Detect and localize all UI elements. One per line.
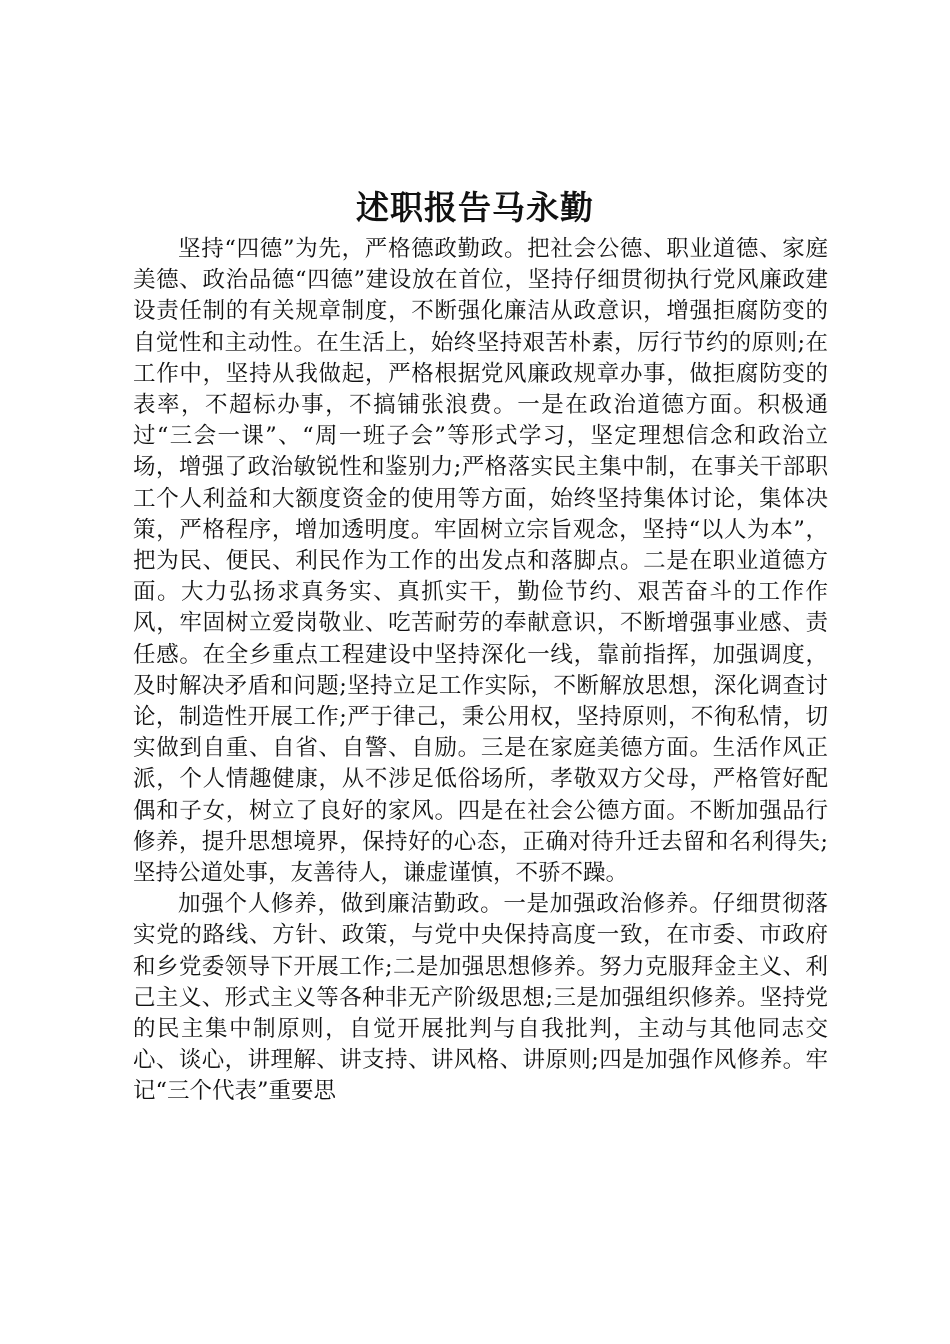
- document-title: 述职报告马永勤: [356, 188, 594, 227]
- document-body: [133, 234, 828, 1108]
- paragraph: 加强个人修养，做到廉洁勤政。一是加强政治修养。仔细贯彻落实党的路线、方针、政策，与党中央保持高度一致，在市委、市政府和乡党委领导下开展工作;二是加强思想修养。努力克服拜金主义、利己主义、形式主义等各种非无产阶级思想;三是加强组织修养。坚持党的民主集中制原则，自觉开展批判与自我批判，主动与其他同志交心、谈心，讲理解、讲支持、讲风格、讲原则;四是加强作风修养。牢记“三个代表”重要思: [133, 891, 828, 1105]
- paragraph: 坚持“四德”为先，严格德政勤政。把社会公德、职业道德、家庭美德、政治品德“四德”建设放在首位，坚持仔细贯彻执行党风廉政建设责任制的有关规章制度，不断强化廉洁从政意识，增强拒腐防变的自觉性和主动性。在生活上，始终坚持艰苦朴素，厉行节约的原则;在工作中，坚持从我做起，严格根据党风廉政规章办事，做拒腐防变的表率，不超标办事，不搞铺张浪费。一是在政治道德方面。积极通过“三会一课”、“周一班子会”等形式学习，坚定理想信念和政治立场，增强了政治敏锐性和鉴别力;严格落实民主集中制，在事关干部职工个人利益和大额度资金的使用等方面，始终坚持集体讨论，集体决策，严格程序，增加透明度。牢固树立宗旨观念，坚持“以人为本”，把为民、便民、利民作为工作的出发点和落脚点。二是在职业道德方面。大力弘扬求真务实、真抓实干，勤俭节约、艰苦奋斗的工作作风，牢固树立爱岗敬业、吃苦耐劳的奉献意识，不断增强事业感、责任感。在全乡重点工程建设中坚持深化一线，靠前指挥，加强调度，及时解决矛盾和问题;坚持立足工作实际，不断解放思想，深化调查讨论，制造性开展工作;严于律己，秉公用权，坚持原则，不徇私情，切实做到自重、自省、自警、自励。三是在家庭美德方面。生活作风正派，个人情趣健康，从不涉足低俗场所，孝敬双方父母，严格管好配偶和子女，树立了良好的家风。四是在社会公德方面。不断加强品行修养，提升思想境界，保持好的心态，正确对待升迁去留和名利得失;坚持公道处事，友善待人，谦虚谨慎，不骄不躁。: [133, 236, 828, 887]
